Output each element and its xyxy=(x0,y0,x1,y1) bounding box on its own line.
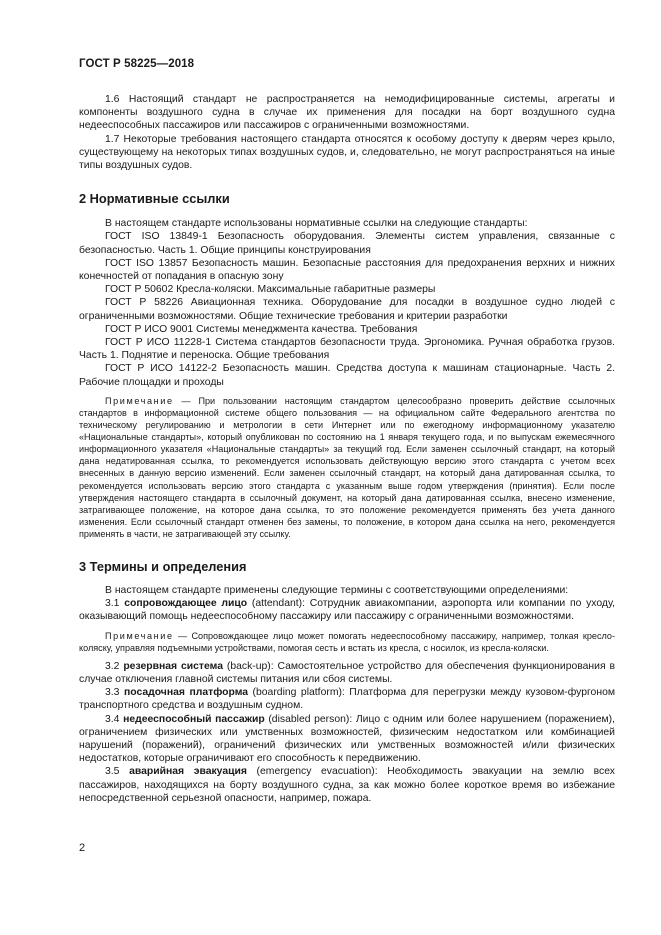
note-label: Примечание xyxy=(105,630,174,641)
page-number: 2 xyxy=(79,842,86,854)
section-2-intro: В настоящем стандарте использованы нормативные ссылки на следующие стандарты: xyxy=(105,218,528,230)
note-label: Примечание xyxy=(105,395,174,406)
term-number: 3.1 xyxy=(105,598,120,610)
paragraph-1-7: 1.7 Некоторые требования настоящего стандарта относятся к особому доступу к дверям через крыло, существующему на некоторых типах воздушных судов, и, следовательно, не могут распространяться на иные типы воздушных судов. xyxy=(79,133,615,172)
term-3-2 xyxy=(79,660,615,686)
term-definition: (emergency evacuation): Необходимость эвакуации на землю всех пассажиров, находящихся на борту воздушного судна, за как можно более короткое время во избежание непосредственной серьезной опасности, например, пожара. xyxy=(79,766,615,804)
term-3-3 xyxy=(79,686,615,712)
section-3-note xyxy=(79,630,615,654)
term-name: аварийная эвакуация xyxy=(129,766,247,778)
term-3-5 xyxy=(79,765,615,805)
document-header: ГОСТ Р 58225—2018 xyxy=(79,58,195,70)
term-number: 3.5 xyxy=(105,766,120,778)
term-definition: (boarding platform): Платформа для перегрузки между кузовом-фургоном транспортного средства и воздушным судном. xyxy=(79,687,615,712)
term-name: посадочная платформа xyxy=(123,687,249,699)
term-number: 3.2 xyxy=(105,660,120,672)
document-body xyxy=(79,93,615,805)
reference-item: ГОСТ Р ИСО 9001 Системы менеджмента качества. Требования xyxy=(105,323,418,335)
reference-item: ГОСТ Р 58226 Авиационная техника. Оборудование для посадки в воздушное судно людей с ограниченными возможностями. Общие технические требования и критерии разработки xyxy=(79,297,615,322)
section-2-heading: 2 Нормативные ссылки xyxy=(79,191,230,207)
paragraph-1-6: 1.6 Настоящий стандарт не распространяется на немодифицированные системы, агрегаты и компоненты воздушного судна в случае их применения для посадки на борт воздушного судна недееспособных пассажиров или пассажиров с ограниченными возможностями. xyxy=(79,94,615,132)
term-definition: (back-up): Самостоятельное устройство для обеспечения функционирования в случае отключения главной системы питания или сбоя системы. xyxy=(79,660,615,685)
term-definition: (disabled person): Лицо с одним или более нарушением (поражением), ограничением физических или умственных возможностей, физическим недостатком или комбинацией нарушений (поражений), ограничений физических или умственных возможностей и/или физических недостатков, которые ограничивают его способность к передвижению. xyxy=(79,713,615,765)
term-3-1 xyxy=(79,597,615,623)
section-2-note xyxy=(79,395,615,540)
reference-item: ГОСТ Р ИСО 11228-1 Система стандартов безопасности труда. Эргономика. Ручная обработка грузов. Часть 1. Поднятие и переноска. Общие требования xyxy=(79,337,615,362)
section-3-intro: В настоящем стандарте применены следующие термины с соответствующими определениями: xyxy=(105,584,569,596)
term-number: 3.4 xyxy=(105,713,120,725)
reference-item: ГОСТ Р ИСО 14122-2 Безопасность машин. Средства доступа к машинам стационарные. Часть 2. Рабочие площадки и проходы xyxy=(79,363,615,388)
reference-item: ГОСТ Р 50602 Кресла-коляски. Максимальные габаритные размеры xyxy=(105,284,436,296)
note-text: — При пользовании настоящим стандартом целесообразно проверить действие ссылочных стандартов в информационной системе общего пользования — на официальном сайте Федерального агентства по техническому регулированию и метрологии в сети Интернет или по ежегодному информационному указателю «Национальные стандарты», который опубликован по состоянию на 1 января текущего года, и по выпускам ежемесячного информационного указателя «Национальные стандарты» за текущий год. Если заменен ссылочный стандарт, на который дана недатированная ссылка, то рекомендуется использовать действующую версию этого стандарта с учетом всех внесенных в данную версию изменений. Если заменен ссылочный стандарт, на который дана датированная ссылка, то рекомендуется использовать версию этого стандарта с указанным выше годом утверждения (принятия). Если после утверждения настоящего стандарта в ссылочный документ, на который дана датированная ссылка, внесено изменение, затрагивающее положение, на которое дана ссылка, то это положение рекомендуется применять без учета данного изменения. Если ссылочный стандарт отменен без замены, то положение, в котором дана ссылка на него, рекомендуется применять в части, не затрагивающей эту ссылку. xyxy=(79,395,615,539)
term-definition: (attendant): Сотрудник авиакомпании, аэропорта или компании по уходу, оказывающий помощь недееспособному пассажиру или пассажиру с ограниченными возможностями. xyxy=(79,598,616,623)
section-3-heading: 3 Термины и определения xyxy=(79,558,247,574)
term-name: резервная система xyxy=(123,660,223,672)
term-3-4 xyxy=(79,713,615,766)
note-text: — Сопровождающее лицо может помогать недееспособному пассажиру, например, толкая кресло-коляску, управляя подъемными устройствами, помогая сесть и встать из кресла, с носилок, из кресла-коляски. xyxy=(79,630,615,653)
reference-item: ГОСТ ISO 13849-1 Безопасность оборудования. Элементы систем управления, связанные с безопасностью. Часть 1. Общие принципы конструирования xyxy=(79,231,615,256)
reference-item: ГОСТ ISO 13857 Безопасность машин. Безопасные расстояния для предохранения верхних и нижних конечностей от попадания в опасную зону xyxy=(79,257,615,283)
term-name: сопровождающее лицо xyxy=(124,598,248,610)
term-number: 3.3 xyxy=(105,687,120,699)
term-name: недееспособный пассажир xyxy=(123,713,265,725)
